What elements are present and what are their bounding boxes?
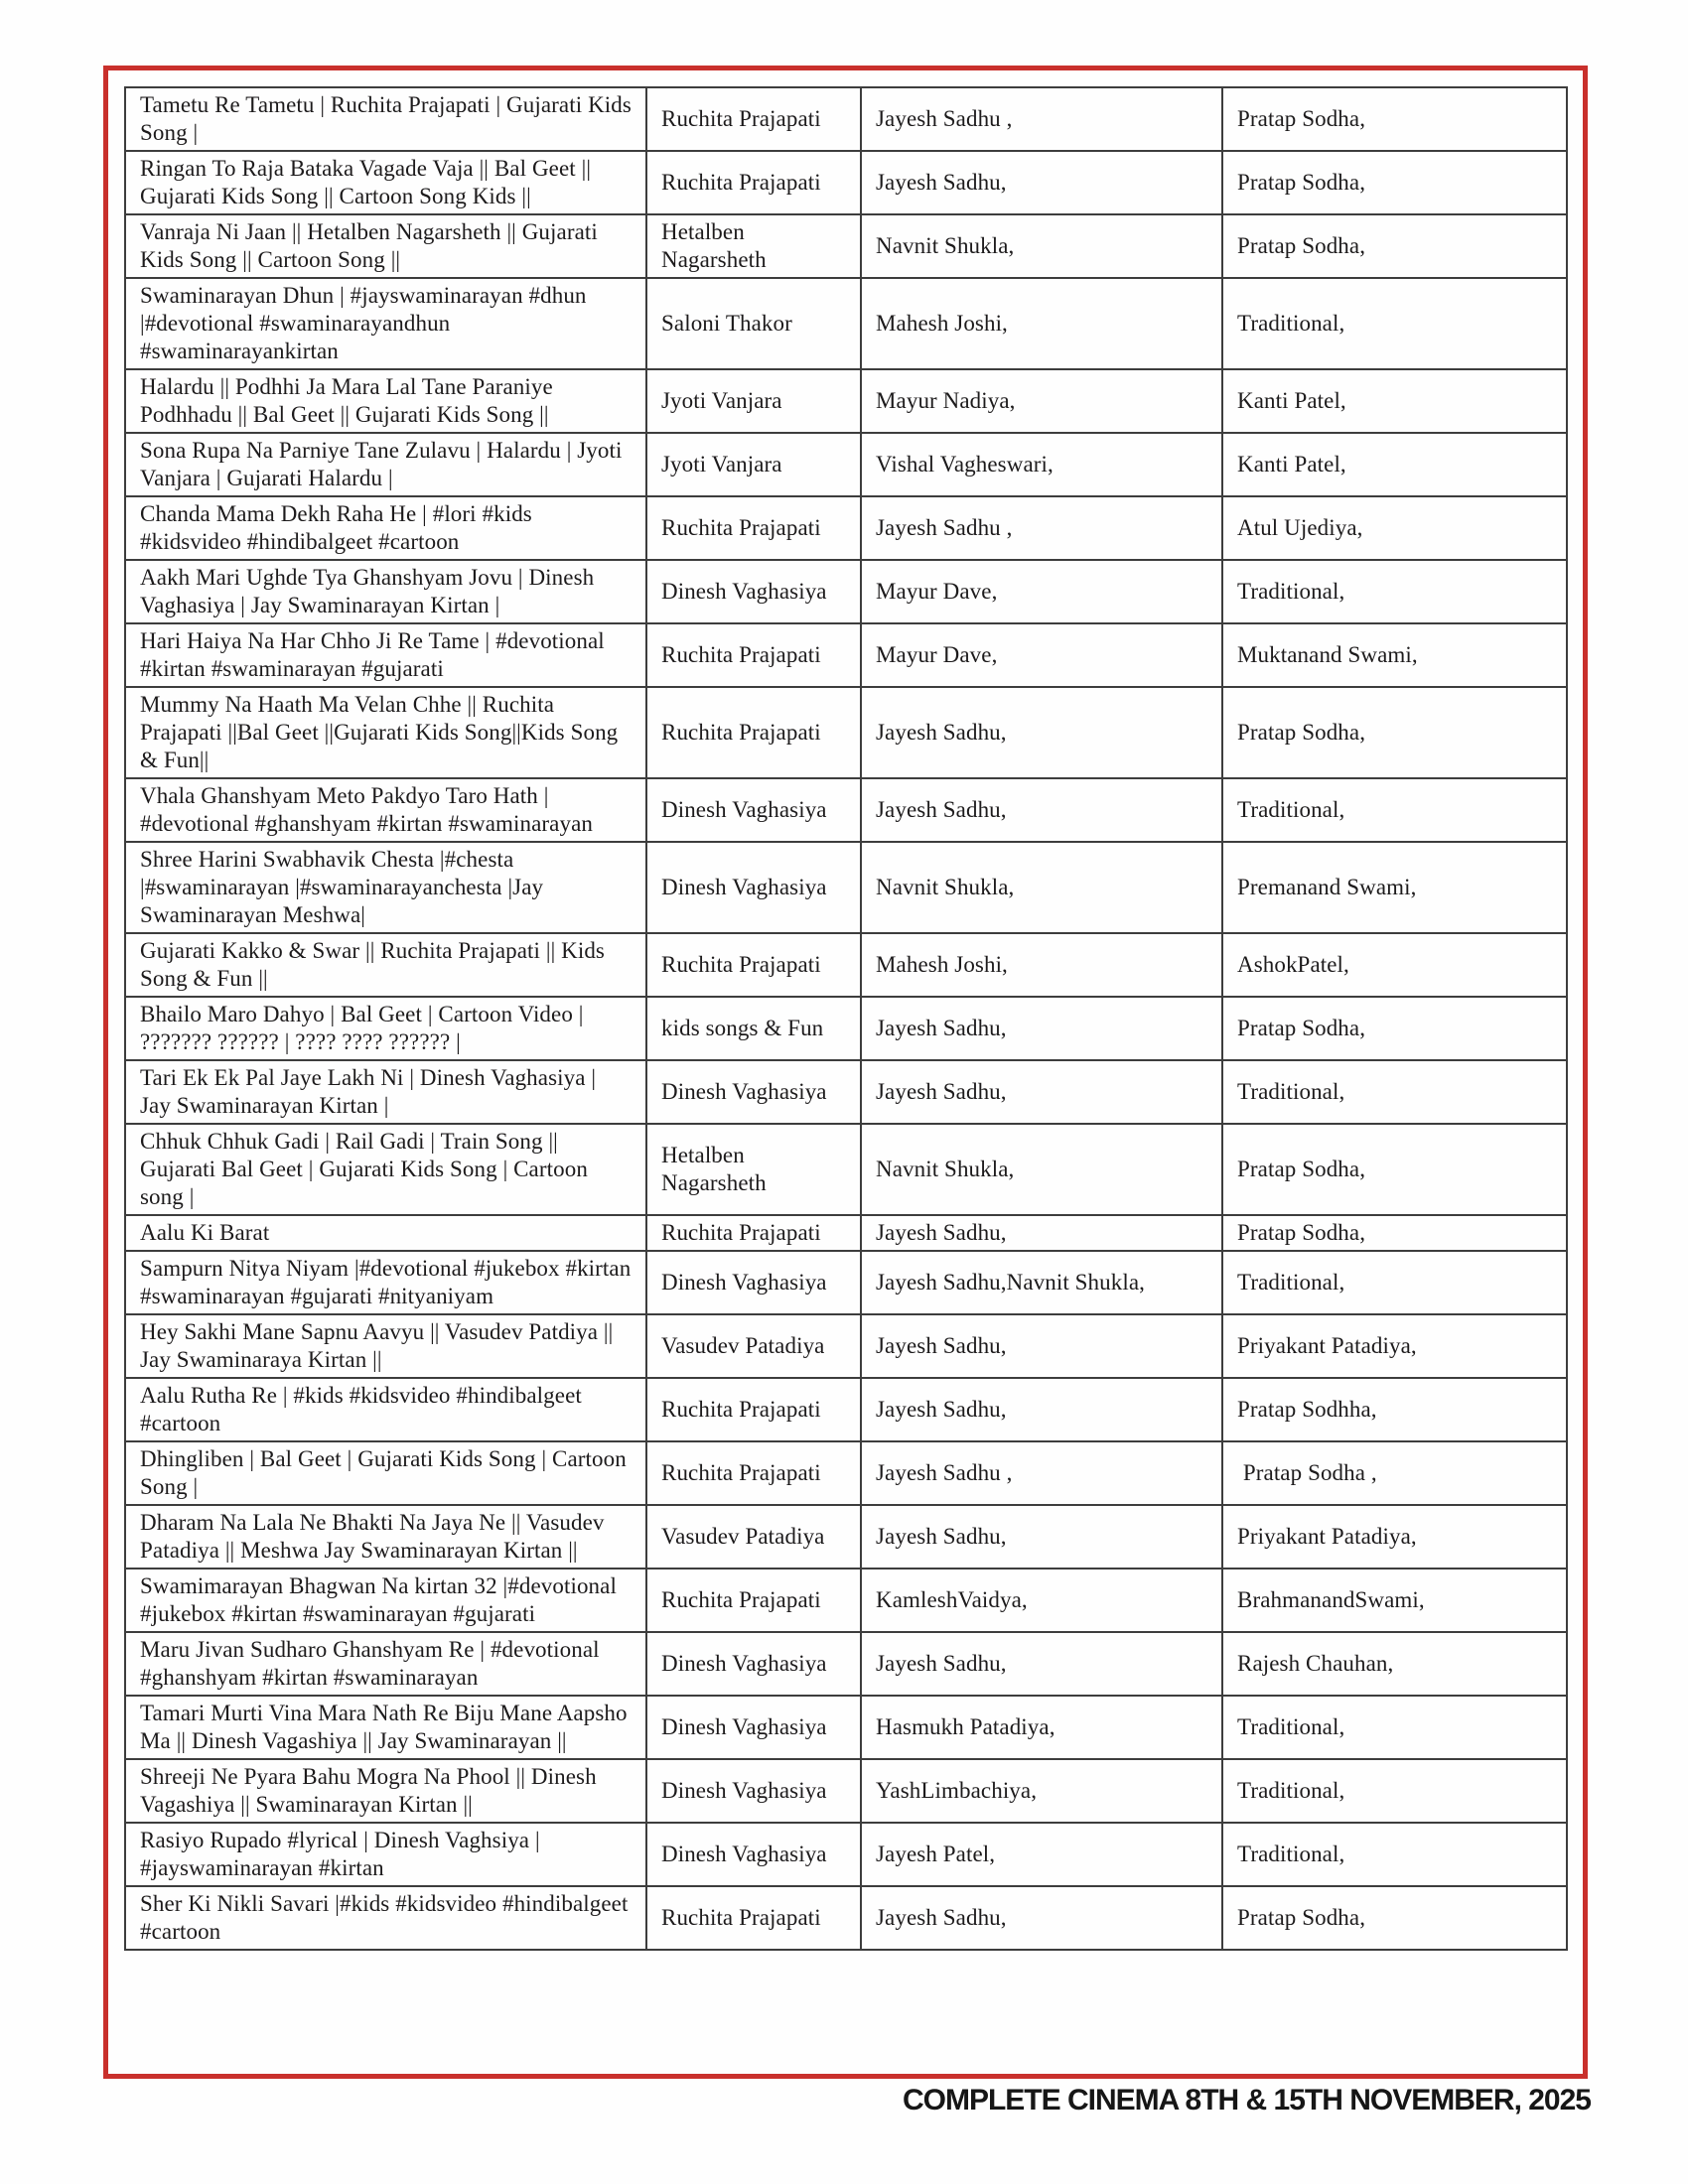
cell-singer: Jyoti Vanjara [646, 369, 861, 433]
cell-music-director: Pratap Sodha, [1222, 87, 1567, 151]
table-row [125, 1215, 1567, 1251]
cell-lyricist: Jayesh Sadhu, [861, 997, 1222, 1060]
cell-singer: Ruchita Prajapati [646, 933, 861, 997]
cell-music-director: Pratap Sodha, [1222, 1886, 1567, 1950]
table-row [125, 1441, 1567, 1505]
cell-music-director: Priyakant Patadiya, [1222, 1314, 1567, 1378]
cell-singer: Dinesh Vaghasiya [646, 1060, 861, 1124]
cell-singer: Ruchita Prajapati [646, 151, 861, 214]
cell-music-director: Traditional, [1222, 1759, 1567, 1823]
table-row [125, 1314, 1567, 1378]
cell-song-title: Shree Harini Swabhavik Chesta |#chesta |#swaminarayan |#swaminarayanchesta |Jay Swaminarayan Meshwa| [125, 842, 646, 933]
cell-singer: Dinesh Vaghasiya [646, 1759, 861, 1823]
cell-song-title: Aalu Ki Barat [125, 1215, 646, 1251]
cell-lyricist: Vishal Vagheswari, [861, 433, 1222, 496]
cell-song-title: Chhuk Chhuk Gadi | Rail Gadi | Train Song || Gujarati Bal Geet | Gujarati Kids Song | Cartoon song | [125, 1124, 646, 1215]
cell-lyricist: Jayesh Sadhu,Navnit Shukla, [861, 1251, 1222, 1314]
cell-song-title: Tari Ek Ek Pal Jaye Lakh Ni | Dinesh Vaghasiya | Jay Swaminarayan Kirtan | [125, 1060, 646, 1124]
cell-lyricist: Jayesh Patel, [861, 1823, 1222, 1886]
cell-music-director: AshokPatel, [1222, 933, 1567, 997]
cell-singer: Ruchita Prajapati [646, 1378, 861, 1441]
cell-singer: kids songs & Fun [646, 997, 861, 1060]
cell-lyricist: Jayesh Sadhu, [861, 1060, 1222, 1124]
cell-singer: Vasudev Patadiya [646, 1505, 861, 1569]
cell-song-title: Maru Jivan Sudharo Ghanshyam Re | #devotional #ghanshyam #kirtan #swaminarayan [125, 1632, 646, 1696]
cell-music-director: Rajesh Chauhan, [1222, 1632, 1567, 1696]
cell-song-title: Tametu Re Tametu | Ruchita Prajapati | Gujarati Kids Song | [125, 87, 646, 151]
table-row [125, 1505, 1567, 1569]
table-row [125, 433, 1567, 496]
table-row [125, 997, 1567, 1060]
table-row [125, 1632, 1567, 1696]
table-row [125, 560, 1567, 623]
cell-song-title: Sher Ki Nikli Savari |#kids #kidsvideo #hindibalgeet #cartoon [125, 1886, 646, 1950]
table-row [125, 1251, 1567, 1314]
cell-singer: Ruchita Prajapati [646, 1215, 861, 1251]
cell-lyricist: Mahesh Joshi, [861, 933, 1222, 997]
cell-singer: Saloni Thakor [646, 278, 861, 369]
cell-lyricist: Jayesh Sadhu , [861, 87, 1222, 151]
table-row [125, 778, 1567, 842]
cell-music-director: Traditional, [1222, 1251, 1567, 1314]
cell-lyricist: Jayesh Sadhu , [861, 496, 1222, 560]
footer-caption: COMPLETE CINEMA 8TH & 15TH NOVEMBER, 2025 [902, 2084, 1591, 2116]
cell-singer: Ruchita Prajapati [646, 1886, 861, 1950]
cell-song-title: Dharam Na Lala Ne Bhakti Na Jaya Ne || Vasudev Patadiya || Meshwa Jay Swaminarayan Kirtan || [125, 1505, 646, 1569]
cell-lyricist: Mayur Dave, [861, 560, 1222, 623]
cell-singer: Jyoti Vanjara [646, 433, 861, 496]
cell-song-title: Aalu Rutha Re | #kids #kidsvideo #hindibalgeet #cartoon [125, 1378, 646, 1441]
cell-music-director: Kanti Patel, [1222, 369, 1567, 433]
cell-song-title: Chanda Mama Dekh Raha He | #lori #kids #kidsvideo #hindibalgeet #cartoon [125, 496, 646, 560]
cell-lyricist: Jayesh Sadhu, [861, 1505, 1222, 1569]
cell-singer: Dinesh Vaghasiya [646, 560, 861, 623]
cell-lyricist: Jayesh Sadhu, [861, 151, 1222, 214]
cell-lyricist: Jayesh Sadhu , [861, 1441, 1222, 1505]
cell-music-director: BrahmanandSwami, [1222, 1569, 1567, 1632]
cell-music-director: Pratap Sodha, [1222, 214, 1567, 278]
cell-music-director: Atul Ujediya, [1222, 496, 1567, 560]
cell-lyricist: YashLimbachiya, [861, 1759, 1222, 1823]
cell-lyricist: Mayur Dave, [861, 623, 1222, 687]
cell-singer: Dinesh Vaghasiya [646, 1251, 861, 1314]
cell-singer: Ruchita Prajapati [646, 623, 861, 687]
cell-lyricist: Jayesh Sadhu, [861, 687, 1222, 778]
cell-song-title: Gujarati Kakko & Swar || Ruchita Prajapati || Kids Song & Fun || [125, 933, 646, 997]
cell-singer: Ruchita Prajapati [646, 687, 861, 778]
cell-music-director: Traditional, [1222, 1696, 1567, 1759]
cell-music-director: Pratap Sodha, [1222, 151, 1567, 214]
cell-song-title: Vanraja Ni Jaan || Hetalben Nagarsheth || Gujarati Kids Song || Cartoon Song || [125, 214, 646, 278]
table-row [125, 933, 1567, 997]
cell-song-title: Swaminarayan Dhun | #jayswaminarayan #dhun |#devotional #swaminarayandhun #swaminarayankirtan [125, 278, 646, 369]
cell-singer: Hetalben Nagarsheth [646, 1124, 861, 1215]
cell-music-director: Premanand Swami, [1222, 842, 1567, 933]
table-row [125, 1569, 1567, 1632]
cell-song-title: Hey Sakhi Mane Sapnu Aavyu || Vasudev Patdiya || Jay Swaminaraya Kirtan || [125, 1314, 646, 1378]
cell-music-director: Pratap Sodha , [1222, 1441, 1567, 1505]
cell-music-director: Muktanand Swami, [1222, 623, 1567, 687]
table-row [125, 687, 1567, 778]
table-row [125, 278, 1567, 369]
cell-singer: Dinesh Vaghasiya [646, 1823, 861, 1886]
cell-singer: Ruchita Prajapati [646, 1569, 861, 1632]
cell-lyricist: Jayesh Sadhu, [861, 778, 1222, 842]
cell-song-title: Dhingliben | Bal Geet | Gujarati Kids Song | Cartoon Song | [125, 1441, 646, 1505]
table-row [125, 496, 1567, 560]
cell-lyricist: Jayesh Sadhu, [861, 1314, 1222, 1378]
table-row [125, 842, 1567, 933]
cell-song-title: Mummy Na Haath Ma Velan Chhe || Ruchita Prajapati ||Bal Geet ||Gujarati Kids Song||Kids Song & Fun|| [125, 687, 646, 778]
table-row [125, 87, 1567, 151]
cell-song-title: Aakh Mari Ughde Tya Ghanshyam Jovu | Dinesh Vaghasiya | Jay Swaminarayan Kirtan | [125, 560, 646, 623]
cell-lyricist: Navnit Shukla, [861, 842, 1222, 933]
cell-lyricist: KamleshVaidya, [861, 1569, 1222, 1632]
cell-music-director: Pratap Sodha, [1222, 687, 1567, 778]
cell-song-title: Vhala Ghanshyam Meto Pakdyo Taro Hath | #devotional #ghanshyam #kirtan #swaminarayan [125, 778, 646, 842]
cell-singer: Vasudev Patadiya [646, 1314, 861, 1378]
cell-lyricist: Jayesh Sadhu, [861, 1215, 1222, 1251]
table-row [125, 151, 1567, 214]
cell-lyricist: Navnit Shukla, [861, 1124, 1222, 1215]
cell-lyricist: Mahesh Joshi, [861, 278, 1222, 369]
cell-song-title: Halardu || Podhhi Ja Mara Lal Tane Paraniye Podhhadu || Bal Geet || Gujarati Kids Song || [125, 369, 646, 433]
cell-song-title: Bhailo Maro Dahyo | Bal Geet | Cartoon Video | ??????? ?????? | ???? ???? ?????? | [125, 997, 646, 1060]
cell-song-title: Ringan To Raja Bataka Vagade Vaja || Bal Geet || Gujarati Kids Song || Cartoon Song Kids || [125, 151, 646, 214]
cell-singer: Ruchita Prajapati [646, 1441, 861, 1505]
table-row [125, 1378, 1567, 1441]
cell-lyricist: Jayesh Sadhu, [861, 1378, 1222, 1441]
cell-lyricist: Jayesh Sadhu, [861, 1886, 1222, 1950]
red-border-frame [103, 66, 1588, 2079]
cell-song-title: Swamimarayan Bhagwan Na kirtan 32 |#devotional #jukebox #kirtan #swaminarayan #gujarati [125, 1569, 646, 1632]
cell-music-director: Pratap Sodhha, [1222, 1378, 1567, 1441]
table-row [125, 1124, 1567, 1215]
cell-music-director: Kanti Patel, [1222, 433, 1567, 496]
table-row [125, 1823, 1567, 1886]
cell-lyricist: Mayur Nadiya, [861, 369, 1222, 433]
song-credits-table [124, 86, 1568, 1951]
cell-song-title: Sona Rupa Na Parniye Tane Zulavu | Halardu | Jyoti Vanjara | Gujarati Halardu | [125, 433, 646, 496]
table-row [125, 1759, 1567, 1823]
cell-music-director: Pratap Sodha, [1222, 997, 1567, 1060]
table-row [125, 1886, 1567, 1950]
cell-singer: Ruchita Prajapati [646, 496, 861, 560]
cell-music-director: Priyakant Patadiya, [1222, 1505, 1567, 1569]
table-row [125, 1060, 1567, 1124]
cell-song-title: Rasiyo Rupado #lyrical | Dinesh Vaghsiya | #jayswaminarayan #kirtan [125, 1823, 646, 1886]
cell-music-director: Pratap Sodha, [1222, 1124, 1567, 1215]
cell-lyricist: Jayesh Sadhu, [861, 1632, 1222, 1696]
table-row [125, 623, 1567, 687]
table-row [125, 214, 1567, 278]
table-row [125, 1696, 1567, 1759]
cell-song-title: Shreeji Ne Pyara Bahu Mogra Na Phool || Dinesh Vagashiya || Swaminarayan Kirtan || [125, 1759, 646, 1823]
cell-lyricist: Navnit Shukla, [861, 214, 1222, 278]
cell-lyricist: Hasmukh Patadiya, [861, 1696, 1222, 1759]
cell-music-director: Traditional, [1222, 1060, 1567, 1124]
cell-music-director: Pratap Sodha, [1222, 1215, 1567, 1251]
cell-singer: Dinesh Vaghasiya [646, 1696, 861, 1759]
cell-singer: Hetalben Nagarsheth [646, 214, 861, 278]
cell-singer: Dinesh Vaghasiya [646, 778, 861, 842]
cell-music-director: Traditional, [1222, 278, 1567, 369]
song-table-body [125, 87, 1567, 1950]
cell-singer: Dinesh Vaghasiya [646, 842, 861, 933]
cell-music-director: Traditional, [1222, 778, 1567, 842]
cell-song-title: Tamari Murti Vina Mara Nath Re Biju Mane Aapsho Ma || Dinesh Vagashiya || Jay Swaminarayan || [125, 1696, 646, 1759]
cell-music-director: Traditional, [1222, 560, 1567, 623]
cell-music-director: Traditional, [1222, 1823, 1567, 1886]
table-row [125, 369, 1567, 433]
cell-song-title: Hari Haiya Na Har Chho Ji Re Tame | #devotional #kirtan #swaminarayan #gujarati [125, 623, 646, 687]
cell-song-title: Sampurn Nitya Niyam |#devotional #jukebox #kirtan #swaminarayan #gujarati #nityaniyam [125, 1251, 646, 1314]
cell-singer: Ruchita Prajapati [646, 87, 861, 151]
cell-singer: Dinesh Vaghasiya [646, 1632, 861, 1696]
